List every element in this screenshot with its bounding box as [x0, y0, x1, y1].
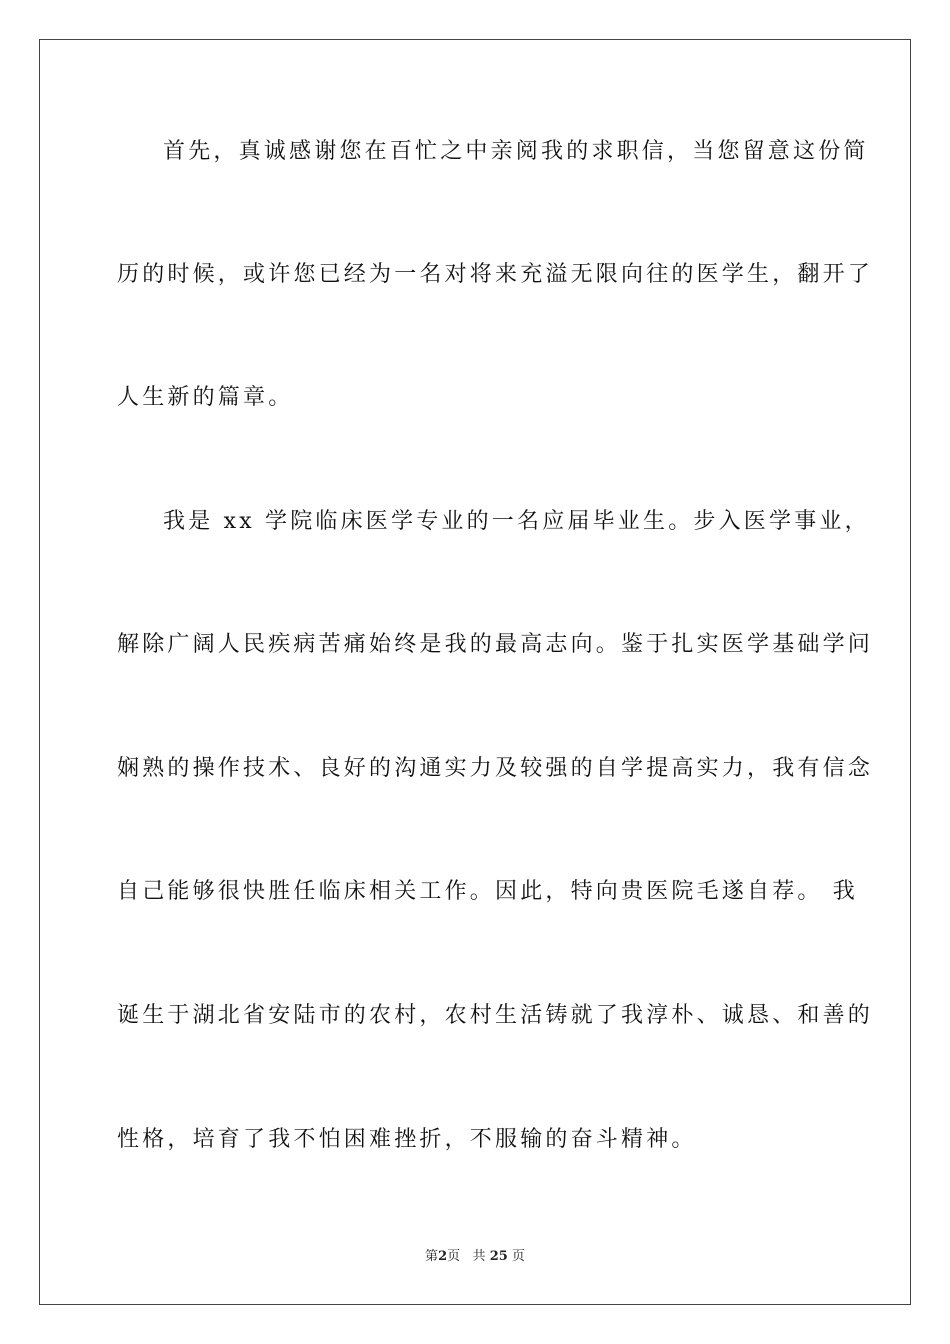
paragraph-2-line-3: 娴熟的操作技术、良好的沟通实力及较强的自学提高实力，我有信念	[117, 756, 874, 781]
total-pages: 25	[489, 1249, 508, 1264]
paragraph-1-line-1: 首先，真诚感谢您在百忙之中亲阅我的求职信，当您留意这份简	[163, 139, 869, 164]
paragraph-2-line-6: 性格，培育了我不怕困难挫折，不服输的奋斗精神。	[117, 1127, 697, 1152]
page-footer	[0, 1248, 950, 1266]
total-suffix: 页	[511, 1249, 525, 1264]
paragraph-2-line-5: 诞生于湖北省安陆市的农村，农村生活铸就了我淳朴、诚恳、和善的	[117, 1003, 874, 1028]
page-frame	[39, 39, 911, 1305]
total-prefix: 共	[472, 1249, 486, 1264]
paragraph-2-line-2: 解除广阔人民疾病苦痛始终是我的最高志向。鉴于扎实医学基础学问	[117, 632, 874, 657]
page-suffix: 页	[447, 1249, 461, 1264]
page-number: 2	[438, 1249, 448, 1264]
page-prefix: 第	[425, 1249, 439, 1264]
paragraph-2-line-4: 自己能够很快胜任临床相关工作。因此，特向贵医院毛遂自荐。 我	[117, 879, 858, 904]
paragraph-1-line-2: 历的时候，或许您已经为一名对将来充溢无限向往的医学生，翻开了	[117, 262, 874, 287]
paragraph-2-line-1: 我是 xx 学院临床医学专业的一名应届毕业生。步入医学事业，	[163, 509, 870, 534]
paragraph-1-line-3: 人生新的篇章。	[117, 385, 294, 410]
